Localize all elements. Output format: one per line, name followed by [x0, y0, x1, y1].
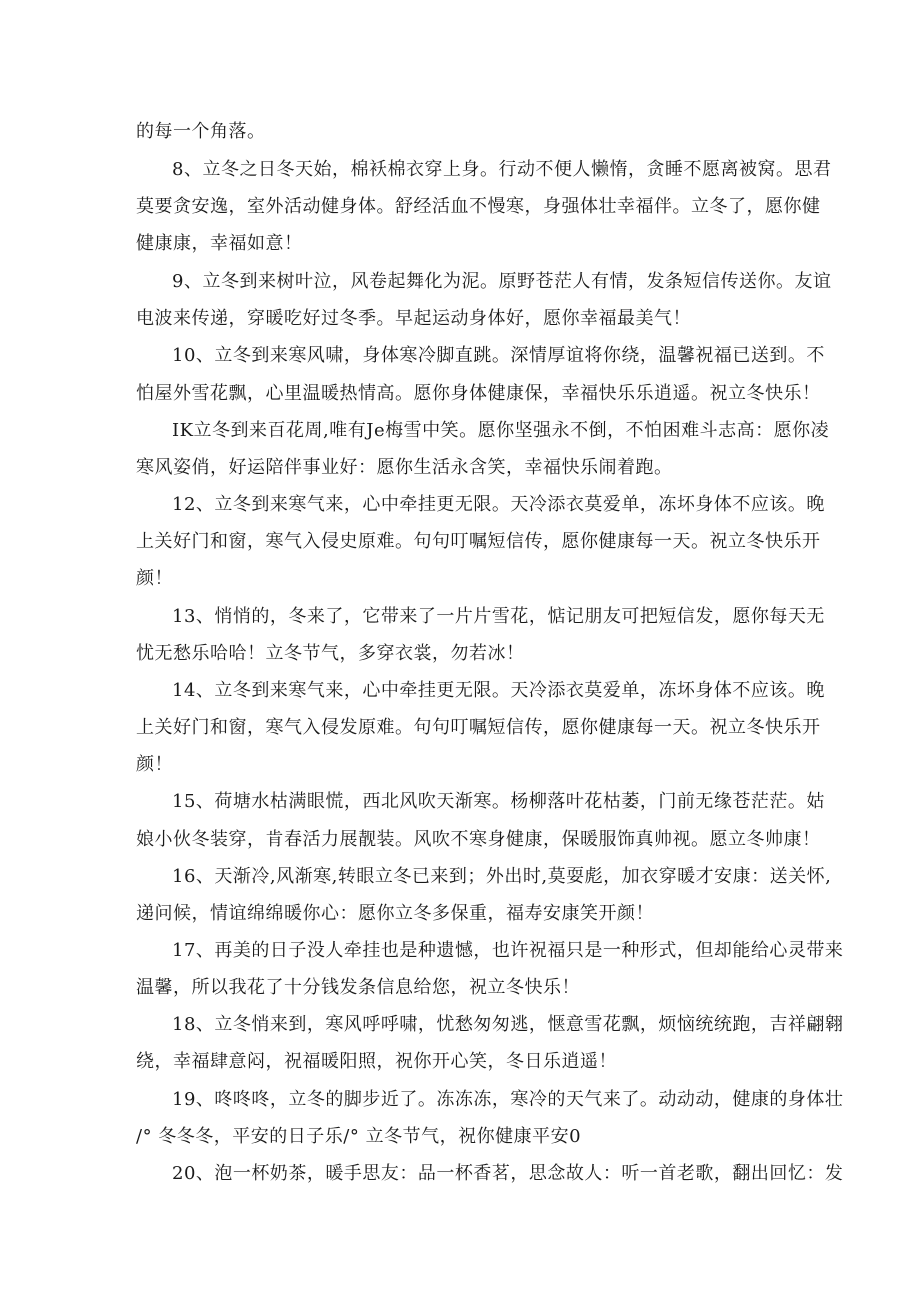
- text-line: 颜！: [136, 568, 173, 589]
- text-line: 15、荷塘水枯满眼慌，西北风吹天渐寒。杨柳落叶花枯萎，门前无缘苍茫茫。姑: [172, 791, 825, 812]
- text-line: 9、立冬到来树叶泣，风卷起舞化为泥。原野苍茫人有情，发条短信传送你。友谊: [172, 271, 832, 292]
- text-line: 颜！: [136, 754, 173, 775]
- text-line: IK立冬到来百花周,唯有Je梅雪中笑。愿你坚强永不倒，不怕困难斗志高：愿你凌: [172, 420, 830, 441]
- text-line: 17、再美的日子没人牵挂也是种遗憾，也许祝福只是一种形式，但却能给心灵带来: [172, 940, 844, 961]
- text-line: 16、天渐冷,风渐寒,转眼立冬已来到；外出时,莫耍彪，加衣穿暖才安康：送关怀,: [172, 866, 832, 887]
- text-line: 13、悄悄的，冬来了，它带来了一片片雪花，惦记朋友可把短信发，愿你每天无: [172, 606, 825, 627]
- text-line: 10、立冬到来寒风啸，身体寒冷脚直跳。深情厚谊将你绕，温馨祝福已送到。不: [172, 345, 825, 366]
- text-line: 递问候，情谊绵绵暖你心：愿你立冬多保重，福寿安康笑开颜！: [136, 903, 654, 924]
- text-line: 温馨，所以我花了十分钱发条信息给您，祝立冬快乐！: [136, 977, 580, 998]
- text-line: 18、立冬悄来到，寒风呼呼啸，忧愁匆匆逃，惬意雪花飘，烦恼统统跑，吉祥翩翱: [172, 1014, 844, 1035]
- text-line: 20、泡一杯奶茶，暖手思友：品一杯香茗，思念故人：听一首老歌，翻出回忆：发: [172, 1163, 844, 1184]
- text-line: 忧无愁乐哈哈！立冬节气，多穿衣裳，勿若冰！: [136, 643, 525, 664]
- text-line: 上关好门和窗，寒气入侵史原难。句句叮嘱短信传，愿你健康每一天。祝立冬快乐开: [136, 531, 821, 552]
- text-line: 14、立冬到来寒气来，心中牵挂更无限。天冷添衣莫爱单，冻坏身体不应该。晚: [172, 680, 825, 701]
- text-line: 12、立冬到来寒气来，心中牵挂更无限。天冷添衣莫爱单，冻坏身体不应该。晚: [172, 494, 825, 515]
- text-line: /° 冬冬冬，平安的日子乐/° 立冬节气，祝你健康平安0: [136, 1126, 582, 1147]
- text-line: 莫要贪安逸，室外活动健身体。舒经活血不慢寒，身强体壮幸福伴。立冬了，愿你健: [136, 196, 821, 217]
- text-line: 19、咚咚咚，立冬的脚步近了。冻冻冻，寒冷的天气来了。动动动，健康的身体壮: [172, 1089, 844, 1110]
- text-line: 怕屋外雪花飘，心里温暖热情高。愿你身体健康保，幸福快乐乐逍遥。祝立冬快乐！: [136, 383, 821, 404]
- text-line: 8、立冬之日冬天始，棉袄棉衣穿上身。行动不便人懒惰，贪睡不愿离被窝。思君: [172, 159, 832, 180]
- text-line: 寒风姿俏，好运陪伴事业好：愿你生活永含笑，幸福快乐闹着跑。: [136, 457, 673, 478]
- text-line: 健康康，幸福如意！: [136, 233, 303, 254]
- text-line: 娘小伙冬装穿，肯春活力展靓装。风吹不寒身健康，保暖服饰真帅视。愿立冬帅康！: [136, 829, 821, 850]
- text-line: 上关好门和窗，寒气入侵发原难。句句叮嘱短信传，愿你健康每一天。祝立冬快乐开: [136, 717, 821, 738]
- text-line: 绕，幸福肆意闷，祝福暖阳照，祝你开心笑，冬日乐逍遥！: [136, 1051, 617, 1072]
- text-line: 电波来传递，穿暖吃好过冬季。早起运动身体好，愿你幸福最美气！: [136, 308, 691, 329]
- text-line: 的每一个角落。: [136, 121, 266, 142]
